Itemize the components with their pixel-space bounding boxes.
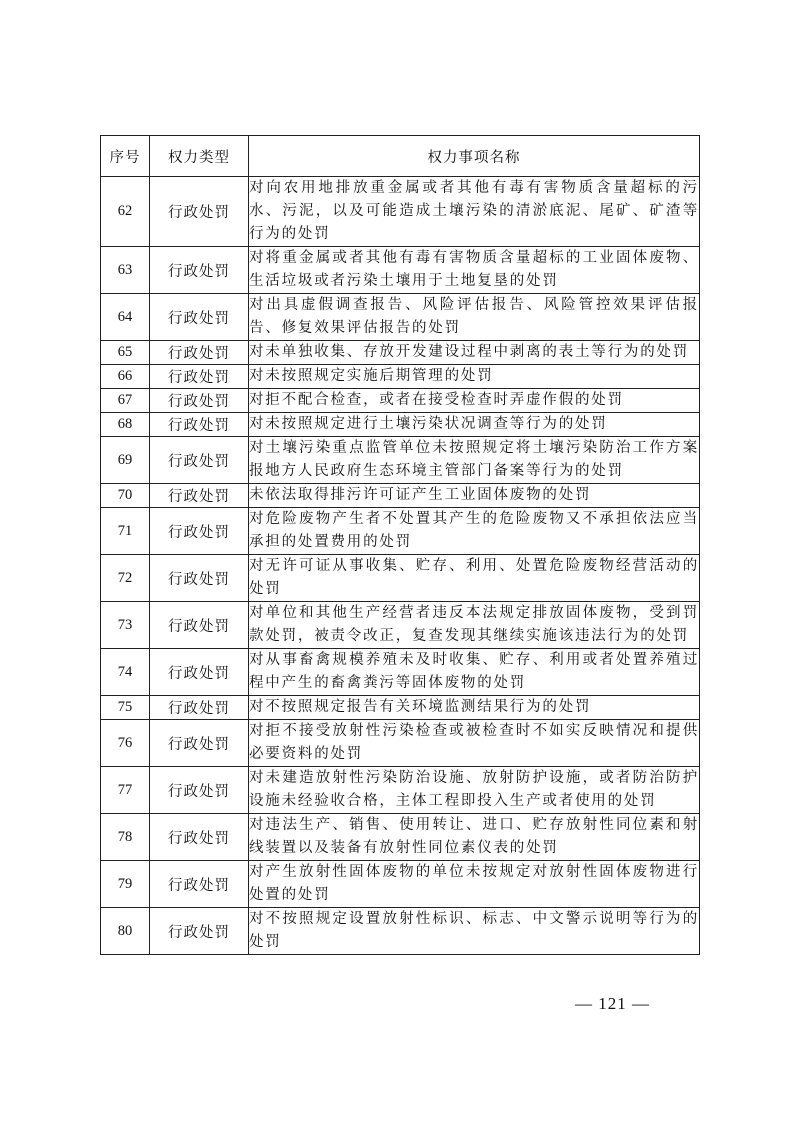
row-power-item-name: 对无许可证从事收集、贮存、利用、处置危险废物经营活动的处罚: [249, 555, 700, 602]
row-serial-number: 66: [101, 365, 150, 389]
row-power-type: 行政处罚: [150, 365, 249, 389]
table-row: [101, 484, 700, 508]
row-power-item-name: 对拒不配合检查，或者在接受检查时弄虚作假的处罚: [249, 389, 700, 413]
row-serial-number: 67: [101, 389, 150, 413]
row-power-type: 行政处罚: [150, 413, 249, 437]
row-power-item-name: 对危险废物产生者不处置其产生的危险废物又不承担依法应当承担的处置费用的处罚: [249, 508, 700, 555]
row-power-type: 行政处罚: [150, 437, 249, 484]
row-power-type: 行政处罚: [150, 649, 249, 696]
table-row: [101, 908, 700, 955]
table-row: [101, 555, 700, 602]
row-power-item-name: 对未按照规定实施后期管理的处罚: [249, 365, 700, 389]
row-power-type: 行政处罚: [150, 341, 249, 365]
table-row: [101, 365, 700, 389]
table-row: [101, 720, 700, 767]
row-power-item-name: 对从事畜禽规模养殖未及时收集、贮存、利用或者处置养殖过程中产生的畜禽粪污等固体废物的处罚: [249, 649, 700, 696]
row-power-item-name: 对不按照规定设置放射性标识、标志、中文警示说明等行为的处罚: [249, 908, 700, 955]
header-serial-number: 序号: [101, 136, 150, 177]
table-row: [101, 767, 700, 814]
table-row: [101, 389, 700, 413]
row-power-type: 行政处罚: [150, 908, 249, 955]
row-serial-number: 79: [101, 861, 150, 908]
row-serial-number: 71: [101, 508, 150, 555]
table-row: [101, 649, 700, 696]
row-serial-number: 76: [101, 720, 150, 767]
row-power-type: 行政处罚: [150, 696, 249, 720]
row-serial-number: 74: [101, 649, 150, 696]
row-power-item-name: 对产生放射性固体废物的单位未按规定对放射性固体废物进行处置的处罚: [249, 861, 700, 908]
row-power-item-name: 对土壤污染重点监管单位未按照规定将土壤污染防治工作方案报地方人民政府生态环境主管部门备案等行为的处罚: [249, 437, 700, 484]
row-power-type: 行政处罚: [150, 247, 249, 294]
row-power-type: 行政处罚: [150, 602, 249, 649]
row-power-item-name: 对向农用地排放重金属或者其他有毒有害物质含量超标的污水、污泥，以及可能造成土壤污染的清淤底泥、尾矿、矿渣等行为的处罚: [249, 177, 700, 247]
row-power-type: 行政处罚: [150, 861, 249, 908]
row-power-type: 行政处罚: [150, 508, 249, 555]
row-serial-number: 73: [101, 602, 150, 649]
row-power-item-name: 对未按照规定进行土壤污染状况调查等行为的处罚: [249, 413, 700, 437]
powers-table: [100, 135, 700, 955]
row-serial-number: 80: [101, 908, 150, 955]
table-row: [101, 177, 700, 247]
table-row: [101, 508, 700, 555]
row-serial-number: 69: [101, 437, 150, 484]
row-power-type: 行政处罚: [150, 720, 249, 767]
row-power-type: 行政处罚: [150, 294, 249, 341]
row-power-type: 行政处罚: [150, 389, 249, 413]
row-serial-number: 75: [101, 696, 150, 720]
row-power-type: 行政处罚: [150, 555, 249, 602]
table-header-row: [101, 136, 700, 177]
row-power-item-name: 对未单独收集、存放开发建设过程中剥离的表土等行为的处罚: [249, 341, 700, 365]
table-row: [101, 341, 700, 365]
row-serial-number: 64: [101, 294, 150, 341]
row-power-item-name: 对违法生产、销售、使用转让、进口、贮存放射性同位素和射线装置以及装备有放射性同位素仪表的处罚: [249, 814, 700, 861]
table-row: [101, 247, 700, 294]
row-serial-number: 68: [101, 413, 150, 437]
row-power-item-name: 对将重金属或者其他有毒有害物质含量超标的工业固体废物、生活垃圾或者污染土壤用于土地复垦的处罚: [249, 247, 700, 294]
row-power-item-name: 未依法取得排污许可证产生工业固体废物的处罚: [249, 484, 700, 508]
page-number: — 121 —: [575, 994, 650, 1013]
row-power-item-name: 对不按照规定报告有关环境监测结果行为的处罚: [249, 696, 700, 720]
row-serial-number: 65: [101, 341, 150, 365]
header-power-item-name: 权力事项名称: [249, 136, 700, 177]
row-power-type: 行政处罚: [150, 177, 249, 247]
row-serial-number: 72: [101, 555, 150, 602]
row-serial-number: 70: [101, 484, 150, 508]
row-power-item-name: 对拒不接受放射性污染检查或被检查时不如实反映情况和提供必要资料的处罚: [249, 720, 700, 767]
row-serial-number: 77: [101, 767, 150, 814]
table-row: [101, 861, 700, 908]
row-serial-number: 63: [101, 247, 150, 294]
table-row: [101, 413, 700, 437]
row-power-item-name: 对出具虚假调查报告、风险评估报告、风险管控效果评估报告、修复效果评估报告的处罚: [249, 294, 700, 341]
table-row: [101, 696, 700, 720]
row-power-item-name: 对未建造放射性污染防治设施、放射防护设施，或者防治防护设施未经验收合格，主体工程即投入生产或者使用的处罚: [249, 767, 700, 814]
header-power-type: 权力类型: [150, 136, 249, 177]
table-row: [101, 602, 700, 649]
row-power-type: 行政处罚: [150, 484, 249, 508]
table-row: [101, 437, 700, 484]
table-row: [101, 814, 700, 861]
row-power-type: 行政处罚: [150, 814, 249, 861]
row-serial-number: 62: [101, 177, 150, 247]
table-row: [101, 294, 700, 341]
row-power-type: 行政处罚: [150, 767, 249, 814]
row-power-item-name: 对单位和其他生产经营者违反本法规定排放固体废物，受到罚款处罚，被责令改正，复查发现其继续实施该违法行为的处罚: [249, 602, 700, 649]
row-serial-number: 78: [101, 814, 150, 861]
